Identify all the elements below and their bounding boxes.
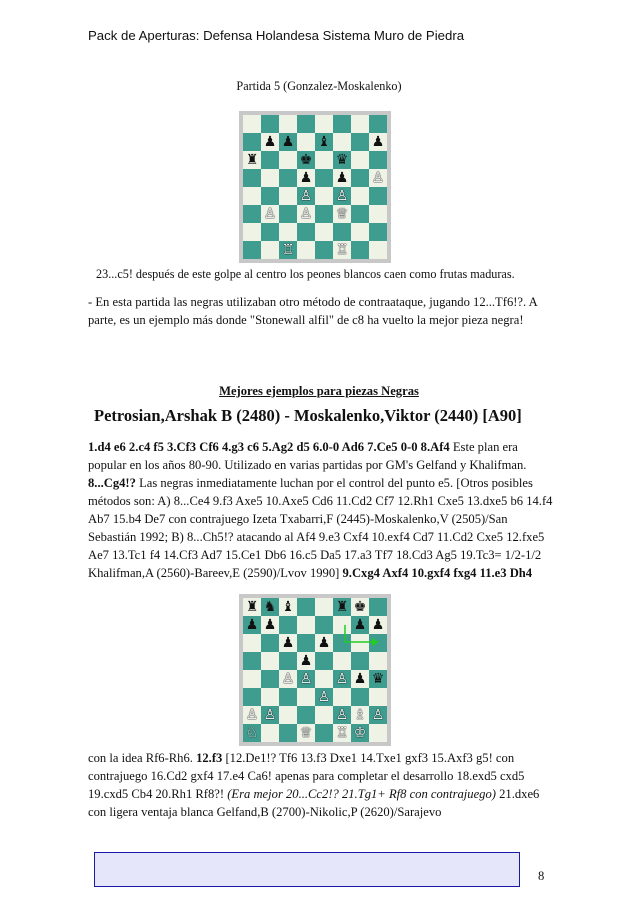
section-title: Mejores ejemplos para piezas Negras (219, 384, 419, 398)
black-piece-icon: ♟ (245, 617, 259, 633)
board-square (297, 241, 315, 259)
board-square (279, 670, 297, 688)
board-square (243, 205, 261, 223)
board-square (333, 670, 351, 688)
board-square (297, 598, 315, 616)
game-header: Petrosian,Arshak B (2480) - Moskalenko,Viktor (2440) [A90] (94, 406, 522, 425)
board-square (351, 724, 369, 742)
board-square (351, 151, 369, 169)
board-square (315, 670, 333, 688)
board-square (333, 205, 351, 223)
black-piece-icon: ♟ (299, 653, 313, 669)
board-square (351, 634, 369, 652)
board-square (333, 706, 351, 724)
board-square (261, 670, 279, 688)
white-piece-icon: ♖ (335, 725, 349, 741)
board-square (279, 616, 297, 634)
annotation-text-1: Este plan era popular en los años 80-90. Utilizado en varias partidas por GM's Gelfand y Khalifman. (88, 440, 527, 472)
board-square (243, 706, 261, 724)
black-piece-icon: ♟ (353, 617, 367, 633)
board-square (261, 133, 279, 151)
black-piece-icon: ♟ (263, 134, 277, 150)
board-square (369, 634, 387, 652)
board-square (369, 133, 387, 151)
board-square (333, 634, 351, 652)
board-square (369, 670, 387, 688)
board-square (315, 724, 333, 742)
board-square (315, 688, 333, 706)
board-square (261, 169, 279, 187)
white-piece-icon: ♙ (299, 671, 313, 687)
white-piece-icon: ♙ (335, 188, 349, 204)
white-piece-icon: ♖ (335, 242, 349, 258)
board-square (279, 223, 297, 241)
white-piece-icon: ♙ (263, 707, 277, 723)
white-piece-icon: ♙ (335, 707, 349, 723)
board-square (315, 241, 333, 259)
white-piece-icon: ♙ (317, 689, 331, 705)
board-square (261, 652, 279, 670)
board-square (243, 652, 261, 670)
board-square (315, 652, 333, 670)
black-piece-icon: ♚ (299, 152, 313, 168)
black-piece-icon: ♞ (263, 599, 277, 615)
board-square (261, 598, 279, 616)
board-square (351, 706, 369, 724)
black-piece-icon: ♜ (245, 152, 259, 168)
board-square (315, 616, 333, 634)
white-piece-icon: ♙ (263, 206, 277, 222)
annotation-text-4: [12.De1!? Tf6 13.f3 Dxe1 14.Txe1 gxf3 15.Axf3 g5! con contrajuego 16.Cd2 gxf4 17.e4 Ca6! apenas para completar el desarrollo 18.exd5 cxd5 19.cxd5 Cb4 20.Rh1 Rf8?! (88, 751, 525, 801)
annotation-text-3: con la idea Rf6-Rh6. (88, 751, 197, 765)
commentary-note: - En esta partida las negras utilizaban otro método de contraataque, jugando 12...Tf6!?. A parte, es un ejemplo más donde "Stonewall alfil" de c8 ha vuelto la mejor pieza negra! (88, 295, 538, 327)
black-piece-icon: ♜ (245, 599, 259, 615)
board-square (369, 706, 387, 724)
board-square (333, 187, 351, 205)
board-square (315, 169, 333, 187)
board-square (243, 670, 261, 688)
board-square (279, 724, 297, 742)
board-square (279, 241, 297, 259)
black-piece-icon: ♟ (371, 617, 385, 633)
board-square (297, 223, 315, 241)
annotation-text-5: 21.dxe6 con ligera ventaja blanca Gelfand,B (2700)-Nikolic,P (2620)/Sarajevo (88, 787, 540, 819)
board-square (279, 133, 297, 151)
moves-main-4: 12.f3 (196, 751, 223, 765)
board-square (369, 187, 387, 205)
board-square (369, 169, 387, 187)
white-piece-icon: ♙ (371, 170, 385, 186)
board-square (279, 205, 297, 223)
board-square (243, 241, 261, 259)
board-square (351, 133, 369, 151)
board-square (279, 169, 297, 187)
board-square (261, 688, 279, 706)
black-piece-icon: ♟ (371, 134, 385, 150)
board-square (279, 115, 297, 133)
game-annotation-2 (88, 749, 558, 821)
board-square (297, 688, 315, 706)
board-square (351, 670, 369, 688)
chess-diagram-2 (239, 594, 391, 746)
board-square (279, 688, 297, 706)
board-square (261, 241, 279, 259)
board-square (297, 169, 315, 187)
board-square (261, 634, 279, 652)
board-square (243, 115, 261, 133)
board-square (333, 724, 351, 742)
board-square (351, 688, 369, 706)
board-square (315, 598, 333, 616)
board-square (297, 616, 315, 634)
board-square (351, 598, 369, 616)
board-square (297, 115, 315, 133)
board-square (279, 706, 297, 724)
white-piece-icon: ♗ (353, 707, 367, 723)
board-square (297, 133, 315, 151)
black-piece-icon: ♟ (317, 635, 331, 651)
board-square (297, 187, 315, 205)
board-square (279, 598, 297, 616)
board-square (243, 223, 261, 241)
page-number: 8 (538, 869, 545, 883)
board-square (279, 652, 297, 670)
board-square (315, 187, 333, 205)
board-square (243, 133, 261, 151)
board-square (261, 151, 279, 169)
board-square (315, 115, 333, 133)
board-square (279, 187, 297, 205)
board-square (279, 151, 297, 169)
board-square (297, 670, 315, 688)
black-piece-icon: ♜ (335, 599, 349, 615)
board-square (261, 115, 279, 133)
board-square (315, 634, 333, 652)
board-square (333, 598, 351, 616)
board-square (315, 205, 333, 223)
board-square (315, 151, 333, 169)
moves-main-2: 8...Cg4!? (88, 476, 136, 490)
chess-diagram-1 (239, 111, 391, 263)
board-square (243, 724, 261, 742)
board-square (351, 652, 369, 670)
white-piece-icon: ♘ (245, 725, 259, 741)
white-piece-icon: ♙ (299, 206, 313, 222)
white-piece-icon: ♕ (299, 725, 313, 741)
board-square (369, 151, 387, 169)
board-square (243, 616, 261, 634)
page-header: Pack de Aperturas: Defensa Holandesa Sistema Muro de Piedra (88, 28, 465, 43)
board-square (297, 634, 315, 652)
board-square (351, 241, 369, 259)
board-square (333, 133, 351, 151)
board-square (333, 652, 351, 670)
black-piece-icon: ♛ (335, 152, 349, 168)
black-piece-icon: ♟ (353, 671, 367, 687)
board-square (261, 223, 279, 241)
board-square (297, 151, 315, 169)
board-square (369, 652, 387, 670)
board-square (351, 616, 369, 634)
board-square (261, 724, 279, 742)
annotation-text-2: Las negras inmediatamente luchan por el control del punto e5. [Otros posibles métodos son: A) 8...Ce4 9.f3 Axe5 10.Axe5 Cd6 11.Cd2 Cf7 12.Rh1 Cxe5 13.dxe5 b6 14.f4 Ab7 15.b4 De7 con contrajuego Izeta Txabarri,F (2445)-Moskalenko,V (2505)/San Sebastián 1992; B) 8...Ch5!? atacando al Af4 9.e3 Cxf4 10.exf4 Cd7 11.Cd2 Cxe5 12.fxe5 Ae7 13.Tc1 f4 14.Cf3 Ad7 15.Ce1 Db6 16.c5 Da5 17.a3 Tf7 18.Cd3 Ag5 19.Tc3= 1/2-1/2 Khalifman,A (2560)-Bareev,E (2590)/Lvov 1990] (88, 476, 553, 580)
board-square (333, 241, 351, 259)
diagram-1-caption: 23...c5! después de este golpe al centro los peones blancos caen como frutas maduras. (96, 267, 515, 281)
board-square (261, 187, 279, 205)
white-piece-icon: ♙ (245, 707, 259, 723)
board-square (333, 115, 351, 133)
board-square (369, 115, 387, 133)
board-square (369, 205, 387, 223)
moves-main-3: 9.Cxg4 Axf4 10.gxf4 fxg4 11.e3 Dh4 (342, 566, 533, 580)
board-square (351, 187, 369, 205)
black-piece-icon: ♟ (281, 134, 295, 150)
board-square (243, 151, 261, 169)
white-piece-icon: ♙ (371, 707, 385, 723)
board-square (261, 706, 279, 724)
board-square (243, 598, 261, 616)
board-square (243, 187, 261, 205)
black-piece-icon: ♚ (353, 599, 367, 615)
white-piece-icon: ♖ (281, 242, 295, 258)
board-square (279, 634, 297, 652)
board-square (243, 634, 261, 652)
white-piece-icon: ♙ (299, 188, 313, 204)
annotation-italic: (Era mejor 20...Cc2!? 21.Tg1+ Rf8 con contrajuego) (227, 787, 496, 801)
white-piece-icon: ♕ (335, 206, 349, 222)
black-piece-icon: ♟ (335, 170, 349, 186)
moves-main-1: 1.d4 e6 2.c4 f5 3.Cf3 Cf6 4.g3 c6 5.Ag2 d5 6.0-0 Ad6 7.Ce5 0-0 8.Af4 (88, 440, 450, 454)
partida-title: Partida 5 (Gonzalez-Moskalenko) (236, 79, 402, 93)
board-square (351, 169, 369, 187)
board-square (369, 241, 387, 259)
game-annotation (88, 438, 558, 582)
board-square (333, 688, 351, 706)
white-piece-icon: ♔ (353, 725, 367, 741)
board-square (297, 205, 315, 223)
board-square (351, 223, 369, 241)
board-square (297, 706, 315, 724)
white-piece-icon: ♙ (335, 671, 349, 687)
board-square (261, 205, 279, 223)
board-square (297, 652, 315, 670)
board-square (369, 688, 387, 706)
board-square (333, 223, 351, 241)
board-square (243, 169, 261, 187)
black-piece-icon: ♝ (281, 599, 295, 615)
board-square (243, 688, 261, 706)
board-square (369, 724, 387, 742)
board-square (315, 133, 333, 151)
black-piece-icon: ♟ (299, 170, 313, 186)
board-square (315, 706, 333, 724)
footer-box (94, 852, 520, 887)
board-square (351, 205, 369, 223)
black-piece-icon: ♛ (371, 671, 385, 687)
black-piece-icon: ♟ (263, 617, 277, 633)
white-piece-icon: ♙ (281, 671, 295, 687)
board-square (261, 616, 279, 634)
board-square (369, 616, 387, 634)
black-piece-icon: ♟ (281, 635, 295, 651)
board-square (333, 151, 351, 169)
board-square (369, 598, 387, 616)
board-square (333, 169, 351, 187)
board-square (369, 223, 387, 241)
black-piece-icon: ♝ (317, 134, 331, 150)
board-square (297, 724, 315, 742)
board-square (333, 616, 351, 634)
board-square (315, 223, 333, 241)
board-square (351, 115, 369, 133)
